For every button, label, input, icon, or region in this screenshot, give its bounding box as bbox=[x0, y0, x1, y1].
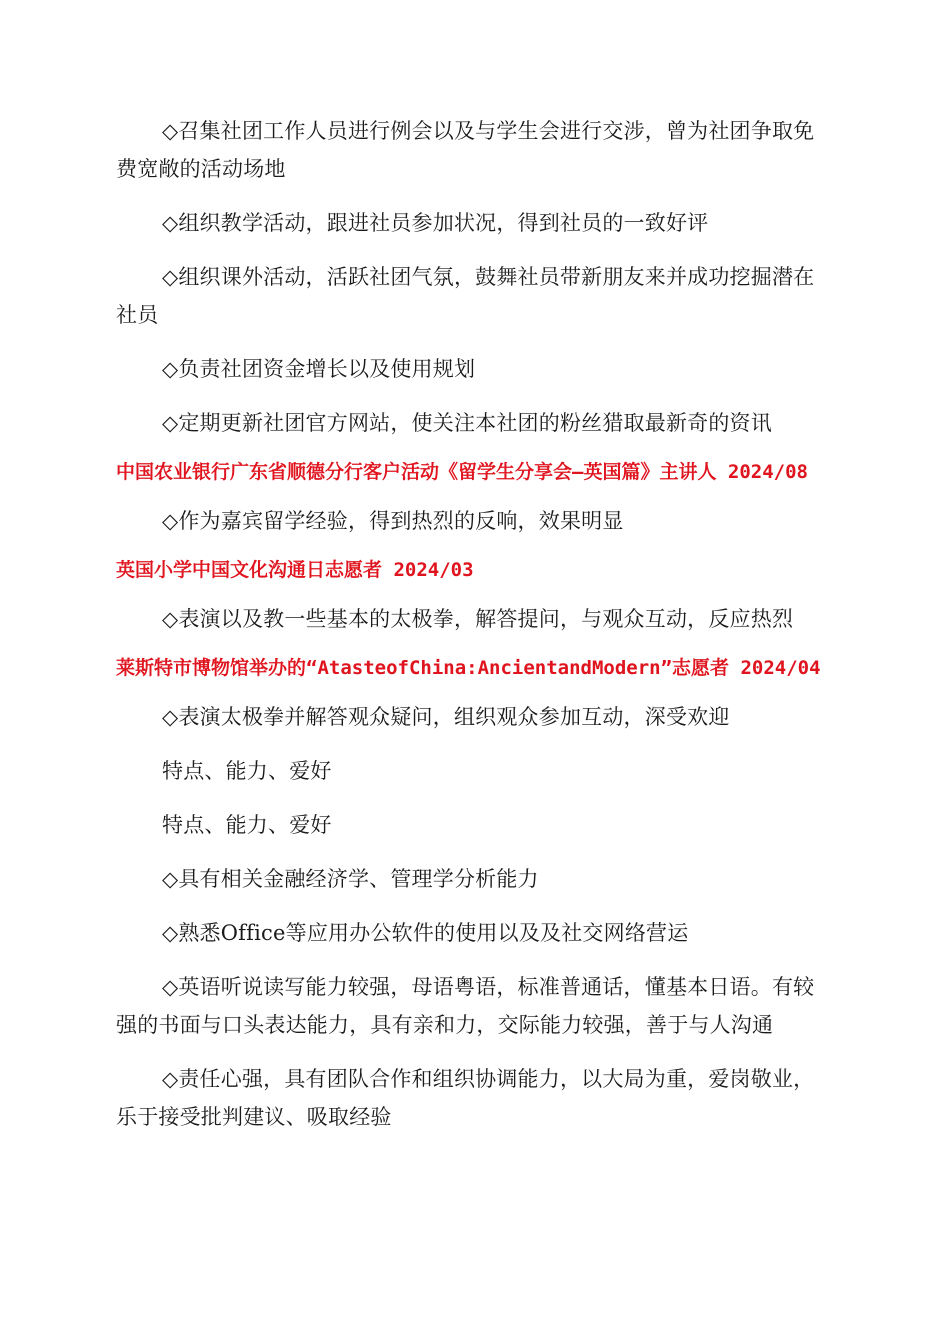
paragraph-finance-skills: ◇具有相关金融经济学、管理学分析能力 bbox=[162, 867, 539, 891]
paragraph-club-funds: ◇负责社团资金增长以及使用规划 bbox=[162, 357, 476, 381]
paragraph-office-skills: ◇熟悉Office等应用办公软件的使用以及及社交网络营运 bbox=[162, 921, 689, 945]
paragraph-teaching-activities: ◇组织教学活动，跟进社员参加状况，得到社员的一致好评 bbox=[162, 211, 709, 235]
heading-uk-school-volunteer: 英国小学中国文化沟通日志愿者 2024/03 bbox=[116, 559, 474, 581]
section-title-traits-repeat: 特点、能力、爱好 bbox=[162, 813, 332, 837]
paragraph-teamwork: ◇责任心强，具有团队合作和组织协调能力，以大局为重，爱岗敬业，乐于接受批判建议、吸取经验 bbox=[116, 1067, 815, 1129]
paragraph-taichi-performance: ◇表演太极拳并解答观众疑问，组织观众参加互动，深受欢迎 bbox=[162, 705, 730, 729]
paragraph-guest-experience: ◇作为嘉宾留学经验，得到热烈的反响，效果明显 bbox=[162, 509, 624, 533]
section-title-traits: 特点、能力、爱好 bbox=[162, 759, 332, 783]
paragraph-extracurricular-activities: ◇组织课外活动，活跃社团气氛，鼓舞社员带新朋友来并成功挖掘潜在社员 bbox=[116, 265, 815, 327]
document-body bbox=[116, 112, 832, 1152]
paragraph-club-website: ◇定期更新社团官方网站，使关注本社团的粉丝猎取最新奇的资讯 bbox=[162, 411, 772, 435]
paragraph-club-meetings: ◇召集社团工作人员进行例会以及与学生会进行交涉，曾为社团争取免费宽敞的活动场地 bbox=[116, 119, 815, 181]
paragraph-taichi-teaching: ◇表演以及教一些基本的太极拳，解答提问，与观众互动，反应热烈 bbox=[162, 607, 794, 631]
heading-abc-bank-speaker: 中国农业银行广东省顺德分行客户活动《留学生分享会—英国篇》主讲人 2024/08 bbox=[116, 461, 808, 483]
heading-leicester-museum-volunteer: 莱斯特市博物馆举办的“AtasteofChina:AncientandModern”志愿者 2024/04 bbox=[116, 657, 821, 679]
paragraph-language-skills: ◇英语听说读写能力较强，母语粤语，标准普通话，懂基本日语。有较强的书面与口头表达能力，具有亲和力，交际能力较强，善于与人沟通 bbox=[116, 975, 815, 1037]
